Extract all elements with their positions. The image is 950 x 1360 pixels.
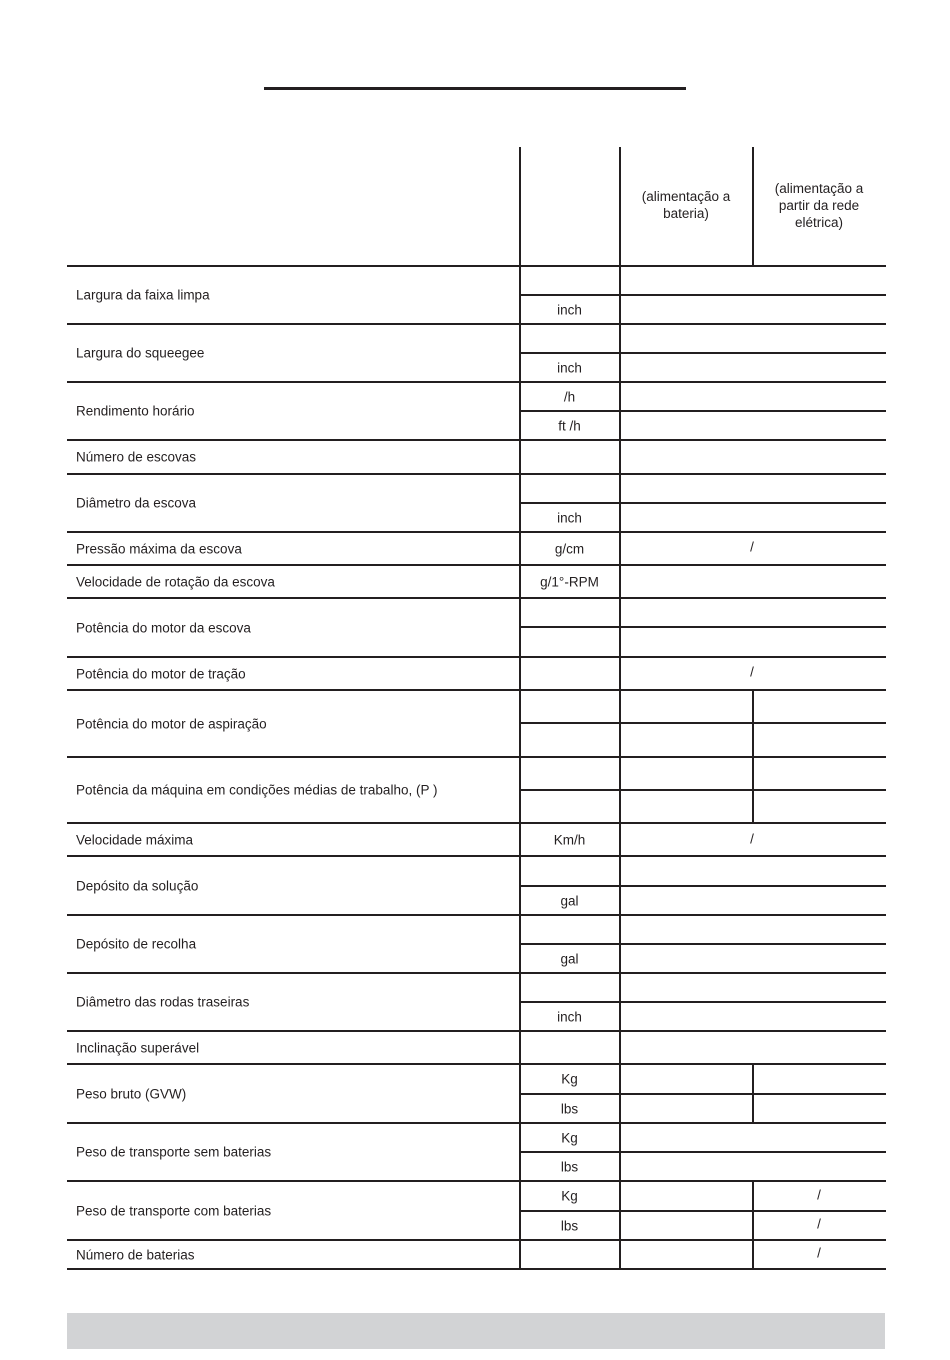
column-divider	[519, 1030, 521, 1063]
row-border	[67, 381, 886, 383]
spec-label: Depósito de recolha	[76, 936, 197, 952]
row-border	[67, 531, 886, 533]
spec-unit: lbs	[560, 1158, 579, 1174]
spec-unit: gal	[560, 950, 579, 966]
row-border	[67, 1063, 886, 1065]
value-separator: /	[750, 539, 754, 555]
spec-label: Peso bruto (GVW)	[76, 1085, 187, 1101]
spec-unit: Kg	[561, 1188, 578, 1204]
column-divider	[619, 439, 621, 473]
spec-unit: Kg	[561, 1071, 578, 1087]
column-divider	[619, 656, 621, 689]
column-divider	[752, 1239, 754, 1268]
spec-label: Inclinação superável	[76, 1039, 200, 1055]
subrow-border	[519, 626, 886, 628]
spec-label: Diâmetro das rodas traseiras	[76, 994, 250, 1010]
footer-bar	[67, 1313, 885, 1349]
row-border	[67, 1122, 886, 1124]
row-border	[67, 756, 886, 758]
spec-label: Largura do squeegee	[76, 345, 205, 361]
spec-label: Peso de transporte sem baterias	[76, 1144, 272, 1160]
spec-unit: g/cm	[554, 540, 585, 556]
row-border	[67, 1180, 886, 1182]
header-divider	[519, 147, 521, 265]
value-separator: /	[817, 1216, 821, 1232]
spec-unit: Km/h	[553, 831, 586, 847]
row-border	[67, 1239, 886, 1241]
value-separator: /	[750, 831, 754, 847]
spec-unit: Kg	[561, 1129, 578, 1145]
row-border	[67, 855, 886, 857]
spec-unit: gal	[560, 892, 579, 908]
column-divider	[519, 1239, 521, 1268]
row-border	[67, 914, 886, 916]
subrow-border	[519, 502, 886, 504]
row-border	[67, 265, 886, 267]
spec-unit: lbs	[560, 1217, 579, 1233]
title-rule	[264, 87, 686, 90]
header-battery-label: (alimentação a bateria)	[641, 189, 731, 221]
header-divider	[752, 147, 754, 265]
subrow-border	[519, 943, 886, 945]
spec-unit: inch	[557, 359, 582, 375]
spec-label: Diâmetro da escova	[76, 495, 197, 511]
spec-label: Número de baterias	[76, 1246, 195, 1262]
subrow-border	[519, 885, 886, 887]
spec-label: Rendimento horário	[76, 403, 195, 419]
column-divider	[619, 1030, 621, 1063]
value-separator: /	[750, 664, 754, 680]
column-divider	[619, 564, 621, 597]
value-separator: /	[817, 1187, 821, 1203]
subrow-border	[519, 789, 886, 791]
spec-label: Pressão máxima da escova	[76, 540, 242, 556]
spec-label: Potência do motor de aspiração	[76, 715, 267, 731]
column-divider	[519, 656, 521, 689]
subrow-border	[519, 1210, 886, 1212]
spec-label: Potência do motor da escova	[76, 619, 251, 635]
spec-label: Velocidade máxima	[76, 831, 194, 847]
spec-unit: inch	[557, 1008, 582, 1024]
column-divider	[519, 439, 521, 473]
column-divider	[619, 1239, 621, 1268]
spec-unit: /h	[563, 388, 576, 404]
spec-unit: inch	[557, 301, 582, 317]
spec-label: Largura da faixa limpa	[76, 287, 210, 303]
spec-unit: inch	[557, 509, 582, 525]
row-border	[67, 1268, 886, 1270]
spec-label: Potência do motor de tração	[76, 665, 246, 681]
spec-unit: lbs	[560, 1100, 579, 1116]
row-border	[67, 439, 886, 441]
subrow-border	[519, 294, 886, 296]
subrow-border	[519, 1093, 886, 1095]
subrow-border	[519, 722, 886, 724]
column-divider	[619, 531, 621, 564]
row-border	[67, 822, 886, 824]
header-mains-label: (alimentação a partir da rede elétrica)	[774, 181, 864, 230]
spec-label: Potência da máquina em condições médias de trabalho, (P )	[76, 782, 438, 798]
spec-label: Número de escovas	[76, 449, 197, 465]
row-border	[67, 689, 886, 691]
row-border	[67, 564, 886, 566]
value-separator: /	[817, 1245, 821, 1261]
row-border	[67, 323, 886, 325]
subrow-border	[519, 352, 886, 354]
subrow-border	[519, 410, 886, 412]
spec-label: Peso de transporte com baterias	[76, 1202, 272, 1218]
spec-label: Depósito da solução	[76, 877, 199, 893]
row-border	[67, 972, 886, 974]
header-divider	[619, 147, 621, 265]
row-border	[67, 656, 886, 658]
subrow-border	[519, 1151, 886, 1153]
row-border	[67, 473, 886, 475]
spec-unit: g/1°-RPM	[540, 573, 599, 589]
row-border	[67, 1030, 886, 1032]
spec-label: Velocidade de rotação da escova	[76, 573, 275, 589]
subrow-border	[519, 1001, 886, 1003]
spec-unit: ft /h	[558, 417, 581, 433]
column-divider	[619, 822, 621, 855]
row-border	[67, 597, 886, 599]
